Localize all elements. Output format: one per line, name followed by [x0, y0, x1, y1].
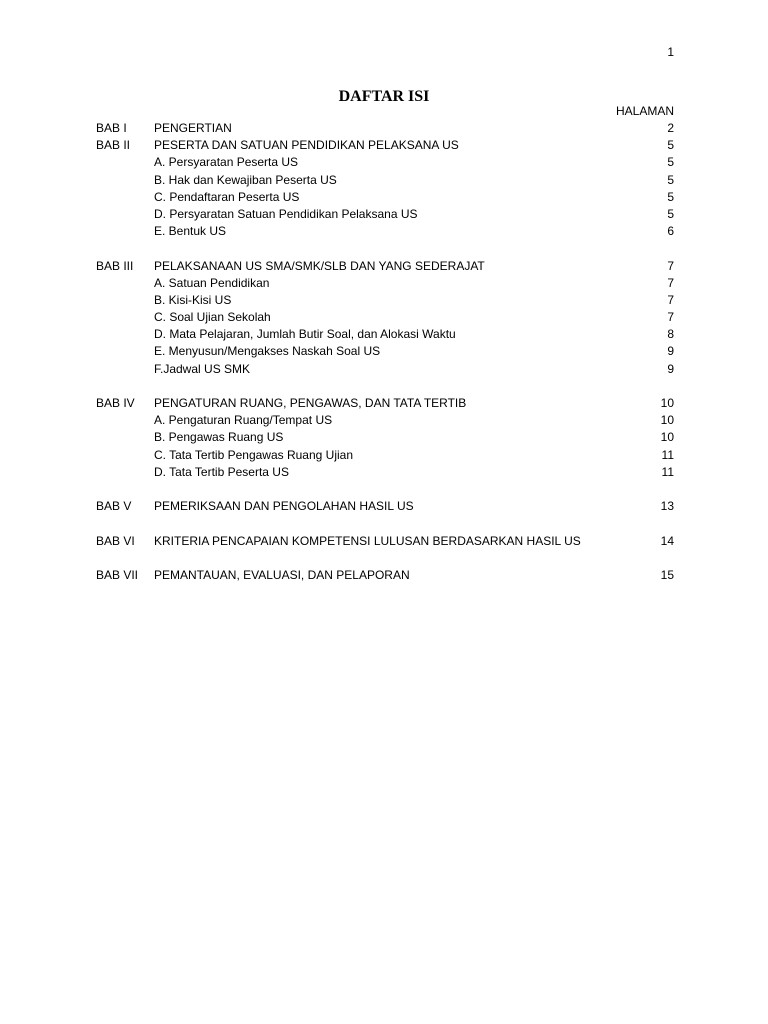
toc-entry-title: B. Kisi-Kisi US [154, 292, 232, 307]
toc-page-number: 13 [660, 499, 674, 514]
toc-spacer [96, 481, 674, 498]
toc-spacer [96, 550, 674, 567]
toc-entry-title: PESERTA DAN SATUAN PENDIDIKAN PELAKSANA US [154, 138, 459, 153]
toc-entry-title: D. Mata Pelajaran, Jumlah Butir Soal, dan Alokasi Waktu [154, 327, 456, 342]
toc-section-row [96, 309, 674, 326]
toc-page-number: 5 [667, 155, 674, 170]
toc-entry-title: A. Persyaratan Peserta US [154, 155, 299, 170]
toc-spacer [96, 240, 674, 257]
toc-chapter-label: BAB V [96, 499, 132, 514]
toc-page-number: 5 [667, 172, 674, 187]
toc-page-number: 11 [661, 464, 674, 479]
toc-section-row [96, 447, 674, 464]
toc-chapter-label [96, 326, 154, 343]
toc-entry-title: PEMERIKSAAN DAN PENGOLAHAN HASIL US [154, 499, 414, 514]
toc-entry-title: E. Bentuk US [154, 224, 227, 239]
toc-section-row [96, 154, 674, 171]
toc-page-number: 9 [667, 361, 674, 376]
toc-chapter-label [96, 275, 154, 292]
toc-section-row [96, 343, 674, 360]
toc-entry-title: E. Menyusun/Mengakses Naskah Soal US [154, 344, 381, 359]
toc-section-row [96, 326, 674, 343]
toc-section-row [96, 292, 674, 309]
toc-chapter-row [96, 498, 674, 515]
toc-chapter-row [96, 395, 674, 412]
toc-page-number: 5 [667, 189, 674, 204]
toc-entry-title: B. Hak dan Kewajiban Peserta US [154, 172, 337, 187]
toc-page-number: 7 [667, 292, 674, 307]
toc-page-number: 2 [667, 121, 674, 135]
toc-chapter-label [96, 223, 154, 240]
toc-page-number: 7 [667, 310, 674, 325]
toc-chapter-label: BAB I [96, 121, 127, 135]
toc-chapter-label [96, 464, 154, 481]
toc-chapter-row [96, 567, 674, 584]
toc-section-row [96, 429, 674, 446]
toc-page-number: 7 [667, 275, 674, 290]
toc-chapter-row [96, 533, 674, 550]
toc-chapter-label [96, 309, 154, 326]
toc-entry-title: KRITERIA PENCAPAIAN KOMPETENSI LULUSAN BERDASARKAN HASIL US [154, 533, 581, 548]
toc-chapter-row [96, 137, 674, 154]
toc-section-row [96, 206, 674, 223]
toc-chapter-label [96, 292, 154, 309]
toc-chapter-label [96, 189, 154, 206]
toc-page-number: 5 [667, 206, 674, 221]
toc-section-row [96, 189, 674, 206]
toc-entry-title: D. Tata Tertib Peserta US [154, 464, 289, 479]
toc-section-row [96, 412, 674, 429]
toc-section-row [96, 275, 674, 292]
toc-chapter-label [96, 361, 154, 378]
toc-page-number: 10 [660, 413, 674, 428]
table-of-contents [96, 120, 674, 584]
toc-page-number: 15 [660, 567, 674, 582]
toc-entry-title: A. Pengaturan Ruang/Tempat US [154, 413, 333, 428]
toc-chapter-label [96, 343, 154, 360]
toc-page-number: 10 [660, 430, 674, 445]
toc-entry-title: PEMANTAUAN, EVALUASI, DAN PELAPORAN [154, 567, 410, 582]
toc-section-row [96, 172, 674, 189]
toc-spacer [96, 378, 674, 395]
toc-page-number: 11 [661, 447, 674, 462]
toc-chapter-label [96, 154, 154, 171]
toc-chapter-label [96, 412, 154, 429]
toc-page-number: 5 [667, 138, 674, 153]
toc-entry-title: D. Persyaratan Satuan Pendidikan Pelaksana US [154, 206, 418, 221]
toc-chapter-label: BAB II [96, 138, 131, 153]
toc-chapter-row [96, 258, 674, 275]
toc-section-row [96, 223, 674, 240]
toc-chapter-label [96, 447, 154, 464]
toc-chapter-label [96, 206, 154, 223]
toc-page-number: 7 [667, 258, 674, 273]
toc-entry-title: PELAKSANAAN US SMA/SMK/SLB DAN YANG SEDERAJAT [154, 258, 485, 273]
toc-chapter-label: BAB VII [96, 567, 139, 582]
page-column-header: HALAMAN [615, 104, 674, 118]
toc-chapter-label: BAB III [96, 258, 134, 273]
toc-section-row [96, 464, 674, 481]
toc-chapter-label [96, 172, 154, 189]
toc-page-number: 8 [667, 327, 674, 342]
page-number: 1 [667, 45, 674, 59]
toc-entry-title: A. Satuan Pendidikan [154, 275, 270, 290]
toc-section-row [96, 361, 674, 378]
toc-page-number: 10 [660, 396, 674, 410]
toc-chapter-label: BAB VI [96, 533, 135, 548]
toc-entry-title: PENGERTIAN [154, 121, 232, 135]
toc-entry-title: C. Tata Tertib Pengawas Ruang Ujian [154, 447, 354, 462]
toc-page-number: 9 [667, 344, 674, 359]
toc-page-number: 6 [667, 224, 674, 239]
toc-page-number: 14 [660, 533, 674, 548]
toc-entry-title: B. Pengawas Ruang US [154, 430, 284, 445]
toc-chapter-label [96, 429, 154, 446]
toc-chapter-label: BAB IV [96, 396, 135, 410]
toc-entry-title: F.Jadwal US SMK [154, 361, 251, 376]
toc-entry-title: C. Pendaftaran Peserta US [154, 189, 300, 204]
toc-spacer [96, 515, 674, 532]
page-title: DAFTAR ISI [338, 88, 430, 105]
toc-entry-title: C. Soal Ujian Sekolah [154, 310, 271, 325]
toc-entry-title: PENGATURAN RUANG, PENGAWAS, DAN TATA TERTIB [154, 396, 467, 410]
toc-chapter-row [96, 120, 674, 137]
